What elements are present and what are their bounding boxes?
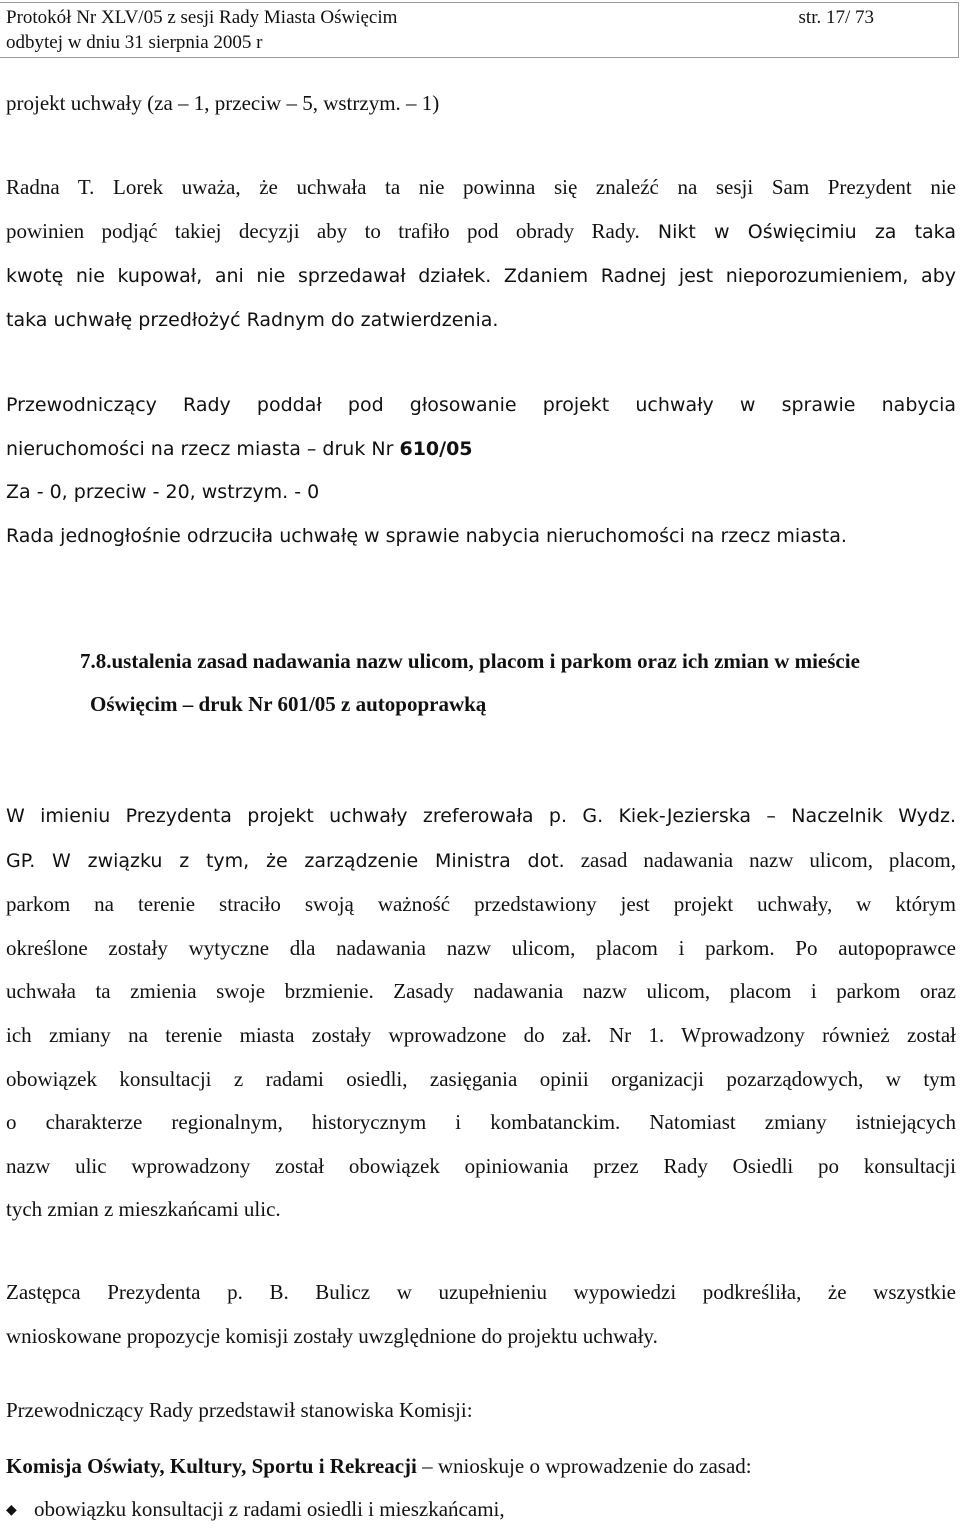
text-line: uchwała ta zmienia swoje brzmienie. Zasady nadawania nazw ulicom, placom i parkom oraz — [6, 979, 956, 1004]
text-line: Zastępca Prezydenta p. B. Bulicz w uzupełnieniu wypowiedzi podkreśliła, że wszystkie — [6, 1280, 956, 1304]
list-item-text: obowiązku konsultacji z radami osiedli i mieszkańcami, — [34, 1497, 505, 1521]
text-span: GP. W związku z tym, że zarządzenie Ministra dot. — [6, 849, 565, 872]
paragraph-kiek-jezierska — [6, 795, 956, 1232]
list-item — [6, 1488, 956, 1532]
page-number: str. 17/ 73 — [798, 7, 874, 28]
text-span: powinien podjąć takiej decyzji aby to trafiło pod obrady Rady. — [6, 218, 640, 243]
text-line: Radna T. Lorek uważa, że uchwała ta nie powinna się znaleźć na sesji Sam Prezydent nie — [6, 175, 956, 199]
paragraph-vote-result — [6, 82, 956, 126]
heading-line: Oświęcim – druk Nr 601/05 z autopoprawką — [90, 692, 487, 716]
paragraph-lorek — [6, 166, 956, 342]
text-line: o charakterze regionalnym, historycznym i kombatanckim. Natomiast zmiany istniejących — [6, 1110, 956, 1135]
header-title: Protokół Nr XLV/05 z sesji Rady Miasta Oświęcim — [6, 7, 398, 28]
paragraph-commission-intro — [6, 1389, 956, 1433]
text-span: zasad nadawania nazw ulicom, placom, — [564, 847, 956, 872]
text-line: projekt uchwały (za – 1, przeciw – 5, wstrzym. – 1) — [6, 91, 440, 115]
text-line: parkom na terenie straciło swoją ważność przedstawiony jest projekt uchwały, w którym — [6, 892, 956, 917]
header-date: odbytej w dniu 31 sierpnia 2005 r — [6, 32, 263, 53]
text-line: W imieniu Prezydenta projekt uchwały zreferowała p. G. Kiek-Jezierska – Naczelnik Wydz. — [6, 805, 956, 827]
text-span: Nikt w Oświęcimiu za taka — [639, 220, 956, 243]
text-line: nazw ulic wprowadzony został obowiązek opiniowania przez Rady Osiedli po konsultacji — [6, 1153, 956, 1178]
text-span: kwotę nie kupował, ani nie sprzedawał działek. — [6, 265, 492, 288]
text-line: taka uchwałę przedłożyć Radnym do zatwierdzenia. — [6, 308, 499, 331]
diamond-bullet-icon: ◆ — [6, 1503, 17, 1518]
text-line: Przewodniczący Rady przedstawił stanowiska Komisji: — [6, 1398, 473, 1422]
text-span: – wnioskuje o wprowadzenie do zasad: — [416, 1454, 752, 1478]
section-heading — [80, 640, 956, 726]
text-line: tych zmian z mieszkańcami ulic. — [6, 1197, 281, 1222]
text-line: określone zostały wytyczne dla nadawania nazw ulicom, placom i parkom. Po autopoprawce — [6, 935, 956, 960]
text-line — [6, 210, 956, 255]
page-header — [0, 2, 959, 58]
text-line — [6, 1445, 956, 1489]
text-line: Rada jednogłośnie odrzuciła uchwałę w sprawie nabycia nieruchomości na rzecz miasta. — [6, 524, 847, 547]
heading-line: 7.8.ustalenia zasad nadawania nazw ulicom, placom i parkom oraz ich zmian w mieście — [80, 649, 860, 673]
text-line — [6, 471, 956, 515]
paragraph-bulicz — [6, 1271, 956, 1358]
text-span: 610/05 — [399, 437, 473, 460]
text-line — [6, 839, 956, 884]
text-line: wnioskowane propozycje komisji zostały uwzględnione do projektu uchwały. — [6, 1323, 658, 1348]
commission-name: Komisja Oświaty, Kultury, Sportu i Rekreacji — [6, 1454, 417, 1478]
text-span: - 0 — [288, 481, 320, 504]
text-line: obowiązek konsultacji z radami osiedli, zasięgania opinii organizacji pozarządowych, w tym — [6, 1066, 956, 1091]
text-span: nieruchomości na rzecz miasta – druk Nr — [6, 437, 394, 460]
text-line: Przewodniczący Rady poddał pod głosowanie projekt uchwały w sprawie nabycia — [6, 394, 956, 416]
text-line — [6, 428, 956, 472]
text-span: Za - 0, przeciw - 20, wstrzym. — [6, 481, 289, 504]
paragraph-vote-610 — [6, 384, 956, 558]
text-line — [6, 254, 956, 299]
paragraph-commission — [6, 1445, 956, 1489]
text-line: ich zmiany na terenie miasta zostały wprowadzone do zał. Nr 1. Wprowadzony również został — [6, 1022, 956, 1047]
text-span: Zdaniem Radnej jest nieporozumieniem, aby — [491, 265, 956, 288]
